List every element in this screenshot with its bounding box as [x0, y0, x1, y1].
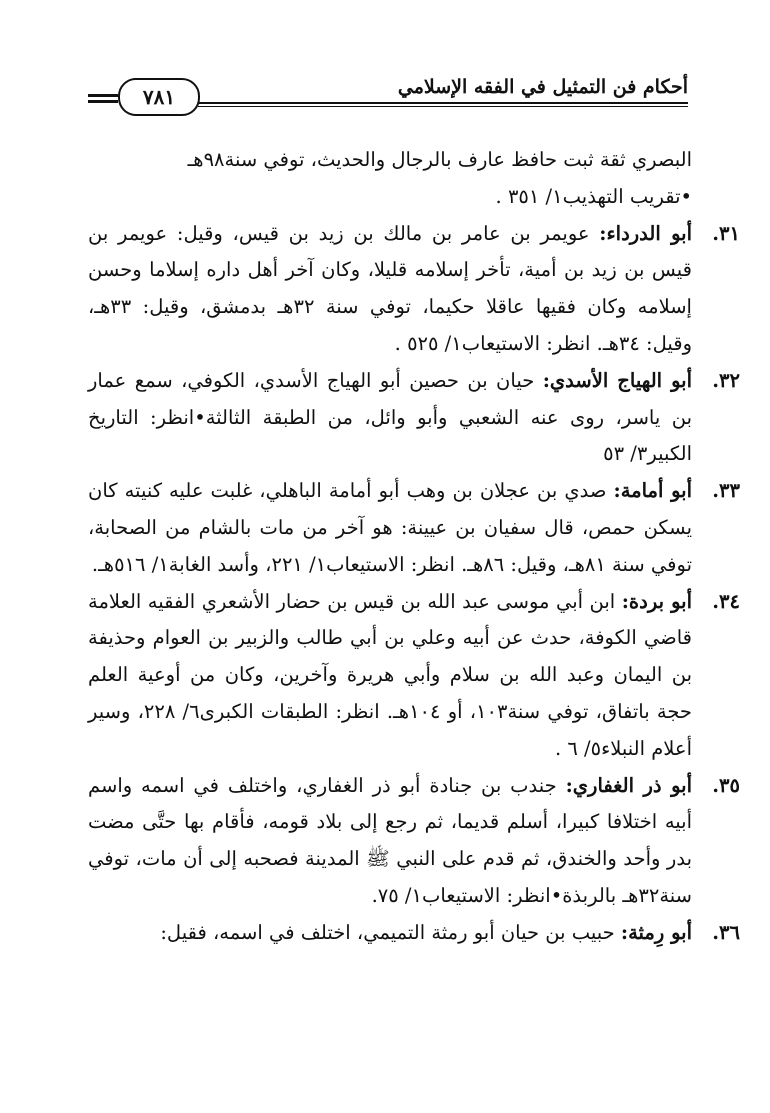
- entry-31: [88, 216, 740, 363]
- entry-text: عويمر بن عامر بن مالك بن زيد بن قيس، وقيل: عويمر بن قيس بن زيد بن أمية، تأخر إسلامه قليلا، وكان آخر أهل داره إسلاما وحسن إسلامه وكان فقيها عاقلا حكيما، توفي سنة ٣٢هـ بدمشق، وقيل: ٣٣هـ، وقيل: ٣٤هـ. انظر: الاستيعاب١/ ٥٢٥ .: [88, 221, 692, 355]
- entry-number: ٣٢.: [712, 368, 740, 392]
- entry-34: [88, 584, 740, 768]
- entry-number: ٣٣.: [712, 479, 740, 503]
- entry-33: [88, 473, 740, 583]
- entry-text: صدي بن عجلان بن وهب أبو أمامة الباهلي، غلبت عليه كنيته كان يسكن حمص، قال سفيان بن عيينة: هو آخر من مات بالشام من الصحابة، توفي سنة ٨١هـ، وقيل: ٨٦هـ. انظر: الاستيعاب١/ ٢٢١، وأسد الغابة١/ ٥١٦هـ.: [88, 479, 692, 576]
- entry-number: ٣٤.: [712, 589, 740, 613]
- entry-text: ابن أبي موسى عبد الله بن قيس بن حضار الأشعري الفقيه العلامة قاضي الكوفة، حدث عن أبيه وعلي بن أبي طالب والزبير بن العوام وحذيفة بن اليمان وعبد الله بن سلام وأبي هريرة وآخرين، وكان من أوعية العلم حجة باتفاق، توفي سنة١٠٣، أو ١٠٤هـ. انظر: الطبقات الكبرى٦/ ٢٢٨، وسير أعلام النبلاء٥/ ٦ .: [88, 589, 692, 760]
- header-rule: [198, 102, 688, 107]
- entry-32: [88, 363, 740, 473]
- entry-text: جندب بن جنادة أبو ذر الغفاري، واختلف في اسمه واسم أبيه اختلافا كبيرا، أسلم قديما، ثم رجع إلى بلاد قومه، فأقام بها حتَّى مضت بدر وأحد والخندق، ثم قدم على النبي ﷺ المدينة فصحبه إلى أن مات، توفي سنة٣٢هـ بالربذة•انظر: الاستيعاب١/ ٧٥.: [88, 773, 692, 907]
- intro-line-2: •تقريب التهذيب١/ ٣٥١ .: [495, 184, 692, 208]
- header-left-bars: [88, 94, 118, 106]
- entry-text: حيان بن حصين أبو الهياج الأسدي، الكوفي، سمع عمار بن ياسر، روى عنه الشعبي وأبو وائل، من الطبقة الثالثة•انظر: التاريخ الكبير٣/ ٥٣: [88, 368, 692, 466]
- page-body: [88, 142, 740, 952]
- page-header: [88, 72, 688, 116]
- entry-name: أبو أمامة:: [613, 479, 692, 503]
- entry-name: أبو رِمثة:: [620, 920, 692, 944]
- entry-name: أبو الدرداء:: [599, 221, 692, 245]
- entry-number: ٣٥.: [712, 773, 740, 797]
- entry-name: أبو ذر الغفاري:: [565, 773, 693, 797]
- entry-35: [88, 768, 740, 915]
- entry-name: أبو بردة:: [621, 589, 692, 613]
- intro-line-1: البصري ثقة ثبت حافظ عارف بالرجال والحديث، توفي سنة٩٨هـ: [187, 148, 692, 171]
- entry-number: ٣١.: [712, 221, 740, 245]
- running-title: أحكام فن التمثيل في الفقه الإسلامي: [397, 76, 688, 98]
- entry-text: حبيب بن حيان أبو رمثة التميمي، اختلف في اسمه، فقيل:: [160, 920, 615, 944]
- entry-number: ٣٦.: [712, 920, 740, 944]
- entry-name: أبو الهياج الأسدي:: [542, 368, 692, 392]
- page-number: ٧٨١: [118, 78, 200, 116]
- entry-36: [88, 915, 740, 952]
